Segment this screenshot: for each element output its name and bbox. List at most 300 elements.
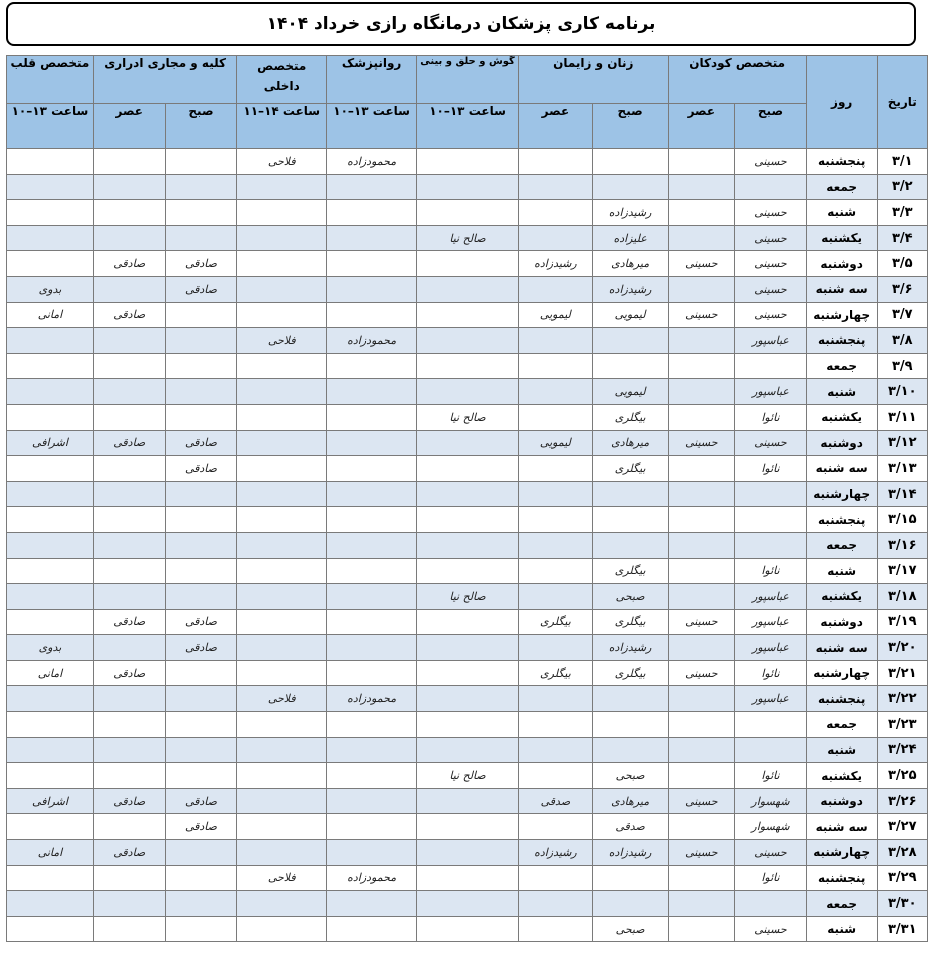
doctor-cell: صدقی bbox=[592, 814, 668, 840]
doctor-cell bbox=[327, 532, 417, 558]
doctor-cell bbox=[327, 200, 417, 226]
doctor-cell: حسینی bbox=[735, 430, 807, 456]
doctor-cell bbox=[7, 609, 94, 635]
doctor-cell: میرهادی bbox=[592, 788, 668, 814]
ent-header: گوش و حلق و بینی bbox=[417, 56, 519, 104]
doctor-cell: حسینی bbox=[735, 200, 807, 226]
doctor-cell: حسینی bbox=[668, 609, 735, 635]
ent-hours-header: ساعت ۱۳–۱۰ bbox=[417, 104, 519, 149]
day-cell: جمعه bbox=[806, 712, 877, 738]
doctor-cell bbox=[592, 507, 668, 533]
day-cell: پنجشنبه bbox=[806, 328, 877, 354]
doctor-cell bbox=[519, 763, 593, 789]
doctor-cell: صادقی bbox=[165, 251, 237, 277]
doctor-cell bbox=[327, 788, 417, 814]
day-cell: جمعه bbox=[806, 353, 877, 379]
doctor-cell bbox=[592, 481, 668, 507]
doctor-cell: عباسپور bbox=[735, 686, 807, 712]
date-cell: ۳/۲۲ bbox=[877, 686, 927, 712]
table-row bbox=[7, 430, 928, 456]
doctor-cell: رشیدزاده bbox=[592, 635, 668, 661]
doctor-cell bbox=[417, 174, 519, 200]
doctor-cell bbox=[93, 737, 165, 763]
doctor-cell bbox=[93, 558, 165, 584]
doctor-cell: حسینی bbox=[668, 302, 735, 328]
doctor-cell bbox=[519, 737, 593, 763]
doctor-cell bbox=[668, 225, 735, 251]
doctor-cell bbox=[7, 251, 94, 277]
doctor-cell bbox=[237, 788, 327, 814]
date-cell: ۳/۱۵ bbox=[877, 507, 927, 533]
day-cell: یکشنبه bbox=[806, 584, 877, 610]
doctor-cell bbox=[668, 635, 735, 661]
doctor-cell bbox=[93, 328, 165, 354]
doctor-cell bbox=[7, 507, 94, 533]
day-header: روز bbox=[806, 56, 877, 149]
doctor-cell bbox=[237, 481, 327, 507]
doctor-cell bbox=[93, 456, 165, 482]
doctor-cell: علیزاده bbox=[592, 225, 668, 251]
doctor-cell bbox=[165, 660, 237, 686]
doctor-cell: نائوا bbox=[735, 558, 807, 584]
doctor-cell bbox=[417, 149, 519, 175]
doctor-cell bbox=[327, 584, 417, 610]
table-row bbox=[7, 456, 928, 482]
doctor-cell bbox=[668, 737, 735, 763]
doctor-cell: فلاحی bbox=[237, 149, 327, 175]
table-row bbox=[7, 916, 928, 942]
date-cell: ۳/۲ bbox=[877, 174, 927, 200]
doctor-cell bbox=[93, 149, 165, 175]
doctor-cell: بیگلری bbox=[592, 558, 668, 584]
doctor-cell bbox=[7, 174, 94, 200]
doctor-cell bbox=[327, 712, 417, 738]
doctor-cell: اشرافی bbox=[7, 788, 94, 814]
doctor-cell bbox=[93, 225, 165, 251]
doctor-cell bbox=[237, 712, 327, 738]
doctor-cell: حسینی bbox=[668, 660, 735, 686]
table-row bbox=[7, 200, 928, 226]
doctor-cell: حسینی bbox=[668, 430, 735, 456]
doctor-cell bbox=[417, 814, 519, 840]
doctor-cell bbox=[237, 737, 327, 763]
doctor-cell bbox=[327, 251, 417, 277]
doctor-cell bbox=[417, 635, 519, 661]
doctor-cell bbox=[417, 456, 519, 482]
table-row bbox=[7, 737, 928, 763]
doctor-cell bbox=[7, 763, 94, 789]
date-cell: ۳/۲۰ bbox=[877, 635, 927, 661]
table-row bbox=[7, 609, 928, 635]
psych-header: روانپزشک bbox=[327, 56, 417, 104]
doctor-cell: حسینی bbox=[735, 149, 807, 175]
doctor-cell bbox=[237, 532, 327, 558]
date-cell: ۳/۲۷ bbox=[877, 814, 927, 840]
doctor-cell bbox=[592, 174, 668, 200]
doctor-cell bbox=[237, 404, 327, 430]
table-row bbox=[7, 251, 928, 277]
doctor-cell bbox=[519, 149, 593, 175]
doctor-cell bbox=[417, 532, 519, 558]
date-cell: ۳/۱۸ bbox=[877, 584, 927, 610]
doctor-cell: حسینی bbox=[668, 251, 735, 277]
date-cell: ۳/۱۳ bbox=[877, 456, 927, 482]
doctor-cell: نائوا bbox=[735, 404, 807, 430]
doctor-cell: بیگلری bbox=[592, 456, 668, 482]
doctor-cell bbox=[592, 686, 668, 712]
doctor-cell bbox=[93, 686, 165, 712]
table-row bbox=[7, 149, 928, 175]
day-cell: شنبه bbox=[806, 916, 877, 942]
doctor-cell bbox=[592, 737, 668, 763]
table-row bbox=[7, 635, 928, 661]
doctor-cell bbox=[519, 865, 593, 891]
doctor-cell bbox=[519, 456, 593, 482]
doctor-cell bbox=[7, 712, 94, 738]
day-cell: یکشنبه bbox=[806, 763, 877, 789]
doctor-cell bbox=[327, 891, 417, 917]
date-cell: ۳/۱۷ bbox=[877, 558, 927, 584]
doctor-cell: لیمویی bbox=[592, 379, 668, 405]
doctor-cell: حسینی bbox=[735, 225, 807, 251]
gyn-evening-header: عصر bbox=[519, 104, 593, 149]
doctor-cell: بدوی bbox=[7, 635, 94, 661]
doctor-cell bbox=[417, 840, 519, 866]
doctor-cell bbox=[668, 507, 735, 533]
doctor-cell bbox=[327, 430, 417, 456]
table-row bbox=[7, 174, 928, 200]
doctor-cell bbox=[668, 404, 735, 430]
doctor-cell bbox=[327, 404, 417, 430]
day-cell: جمعه bbox=[806, 174, 877, 200]
doctor-cell bbox=[327, 814, 417, 840]
doctor-cell: فلاحی bbox=[237, 686, 327, 712]
date-cell: ۳/۷ bbox=[877, 302, 927, 328]
doctor-cell: صادقی bbox=[93, 302, 165, 328]
doctor-cell: عباسپور bbox=[735, 379, 807, 405]
table-row bbox=[7, 558, 928, 584]
doctor-cell bbox=[165, 686, 237, 712]
date-cell: ۳/۱۱ bbox=[877, 404, 927, 430]
doctor-cell bbox=[668, 712, 735, 738]
doctor-cell bbox=[165, 379, 237, 405]
doctor-cell: میرهادی bbox=[592, 251, 668, 277]
doctor-cell bbox=[519, 635, 593, 661]
doctor-cell bbox=[165, 840, 237, 866]
doctor-cell: بیگلری bbox=[519, 660, 593, 686]
psych-hours-header: ساعت ۱۳–۱۰ bbox=[327, 104, 417, 149]
doctor-cell bbox=[417, 507, 519, 533]
doctor-cell bbox=[327, 302, 417, 328]
doctor-cell bbox=[519, 532, 593, 558]
doctor-cell: عباسپور bbox=[735, 609, 807, 635]
doctor-cell bbox=[93, 200, 165, 226]
doctor-cell: بیگلری bbox=[519, 609, 593, 635]
doctor-cell bbox=[519, 712, 593, 738]
date-cell: ۳/۴ bbox=[877, 225, 927, 251]
doctor-cell bbox=[519, 353, 593, 379]
doctor-cell bbox=[417, 328, 519, 354]
date-cell: ۳/۲۴ bbox=[877, 737, 927, 763]
internal-header: متخصص داخلی bbox=[237, 56, 327, 104]
doctor-cell: صادقی bbox=[93, 430, 165, 456]
doctor-cell bbox=[417, 558, 519, 584]
doctor-cell bbox=[668, 353, 735, 379]
doctor-cell bbox=[165, 584, 237, 610]
doctor-cell bbox=[417, 686, 519, 712]
pediatric-morning-header: صبح bbox=[735, 104, 807, 149]
doctor-cell bbox=[165, 916, 237, 942]
doctor-cell bbox=[237, 635, 327, 661]
date-cell: ۳/۲۶ bbox=[877, 788, 927, 814]
doctor-cell bbox=[7, 456, 94, 482]
day-cell: دوشنبه bbox=[806, 788, 877, 814]
date-cell: ۳/۱۶ bbox=[877, 532, 927, 558]
doctor-cell: صادقی bbox=[165, 788, 237, 814]
day-cell: پنجشنبه bbox=[806, 865, 877, 891]
day-cell: چهارشنبه bbox=[806, 302, 877, 328]
doctor-cell bbox=[93, 865, 165, 891]
day-cell: یکشنبه bbox=[806, 225, 877, 251]
doctor-cell bbox=[327, 916, 417, 942]
doctor-cell: صبحی bbox=[592, 584, 668, 610]
doctor-cell: محمودزاده bbox=[327, 149, 417, 175]
doctor-cell bbox=[237, 430, 327, 456]
doctor-cell bbox=[237, 251, 327, 277]
doctor-cell bbox=[417, 251, 519, 277]
doctor-cell bbox=[165, 712, 237, 738]
doctor-cell bbox=[668, 200, 735, 226]
doctor-cell bbox=[668, 481, 735, 507]
day-cell: شنبه bbox=[806, 200, 877, 226]
day-cell: دوشنبه bbox=[806, 430, 877, 456]
doctor-cell bbox=[417, 865, 519, 891]
day-cell: دوشنبه bbox=[806, 609, 877, 635]
doctor-cell: فلاحی bbox=[237, 865, 327, 891]
day-cell: شنبه bbox=[806, 558, 877, 584]
doctor-cell bbox=[93, 379, 165, 405]
doctor-cell: عباسپور bbox=[735, 328, 807, 354]
doctor-cell bbox=[237, 276, 327, 302]
date-cell: ۳/۳۰ bbox=[877, 891, 927, 917]
doctor-cell bbox=[7, 737, 94, 763]
pediatric-header: متخصص کودکان bbox=[668, 56, 806, 104]
doctor-cell bbox=[592, 712, 668, 738]
doctor-cell bbox=[668, 584, 735, 610]
doctor-cell bbox=[93, 404, 165, 430]
kidney-morning-header: صبح bbox=[165, 104, 237, 149]
doctor-cell bbox=[237, 660, 327, 686]
doctor-cell bbox=[237, 379, 327, 405]
doctor-cell bbox=[668, 686, 735, 712]
doctor-cell bbox=[93, 174, 165, 200]
doctor-cell: صبحی bbox=[592, 763, 668, 789]
table-row bbox=[7, 763, 928, 789]
doctor-cell bbox=[165, 763, 237, 789]
doctor-cell bbox=[165, 737, 237, 763]
doctor-cell bbox=[237, 507, 327, 533]
doctor-cell bbox=[735, 737, 807, 763]
doctor-cell bbox=[327, 507, 417, 533]
doctor-cell: صالح نیا bbox=[417, 584, 519, 610]
day-cell: پنجشنبه bbox=[806, 507, 877, 533]
doctor-cell bbox=[165, 481, 237, 507]
doctor-cell: صدقی bbox=[519, 788, 593, 814]
doctor-cell bbox=[417, 200, 519, 226]
doctor-cell: شهسوار bbox=[735, 814, 807, 840]
internal-hours-header: ساعت ۱۴–۱۱ bbox=[237, 104, 327, 149]
table-row bbox=[7, 507, 928, 533]
date-cell: ۳/۲۵ bbox=[877, 763, 927, 789]
table-row bbox=[7, 302, 928, 328]
doctor-cell bbox=[7, 558, 94, 584]
doctor-cell: صادقی bbox=[165, 430, 237, 456]
doctor-cell: لیمویی bbox=[592, 302, 668, 328]
doctor-cell: عباسپور bbox=[735, 584, 807, 610]
doctor-cell bbox=[668, 379, 735, 405]
doctor-cell bbox=[165, 225, 237, 251]
doctor-cell bbox=[592, 353, 668, 379]
doctor-cell bbox=[417, 609, 519, 635]
doctor-cell bbox=[93, 814, 165, 840]
table-row bbox=[7, 328, 928, 354]
doctor-cell bbox=[7, 891, 94, 917]
doctor-cell bbox=[237, 609, 327, 635]
date-cell: ۳/۳ bbox=[877, 200, 927, 226]
kidney-header: کلیه و مجاری ادراری bbox=[93, 56, 236, 104]
doctor-cell: نائوا bbox=[735, 660, 807, 686]
day-cell: دوشنبه bbox=[806, 251, 877, 277]
day-cell: سه شنبه bbox=[806, 635, 877, 661]
table-row bbox=[7, 788, 928, 814]
doctor-cell bbox=[519, 276, 593, 302]
doctor-cell bbox=[519, 174, 593, 200]
doctor-cell bbox=[237, 225, 327, 251]
doctor-cell bbox=[417, 737, 519, 763]
day-cell: چهارشنبه bbox=[806, 481, 877, 507]
day-cell: سه شنبه bbox=[806, 456, 877, 482]
doctor-cell: نائوا bbox=[735, 456, 807, 482]
doctor-cell bbox=[327, 276, 417, 302]
date-cell: ۳/۶ bbox=[877, 276, 927, 302]
table-row bbox=[7, 840, 928, 866]
doctor-cell bbox=[417, 891, 519, 917]
doctor-cell bbox=[165, 532, 237, 558]
date-cell: ۳/۲۳ bbox=[877, 712, 927, 738]
doctor-cell bbox=[237, 174, 327, 200]
doctor-cell bbox=[165, 200, 237, 226]
doctor-cell bbox=[165, 302, 237, 328]
doctor-cell: حسینی bbox=[735, 251, 807, 277]
kidney-evening-header: عصر bbox=[93, 104, 165, 149]
doctor-cell bbox=[237, 840, 327, 866]
doctor-cell bbox=[519, 558, 593, 584]
table-row bbox=[7, 712, 928, 738]
doctor-cell bbox=[7, 225, 94, 251]
doctor-cell bbox=[7, 353, 94, 379]
doctor-cell bbox=[668, 814, 735, 840]
table-row bbox=[7, 865, 928, 891]
doctor-cell bbox=[668, 328, 735, 354]
gyn-header: زنان و زایمان bbox=[519, 56, 668, 104]
doctor-cell: فلاحی bbox=[237, 328, 327, 354]
doctor-cell: امانی bbox=[7, 302, 94, 328]
table-row bbox=[7, 660, 928, 686]
doctor-cell bbox=[519, 584, 593, 610]
doctor-cell bbox=[7, 584, 94, 610]
doctor-cell bbox=[165, 865, 237, 891]
table-row bbox=[7, 353, 928, 379]
doctor-cell bbox=[519, 225, 593, 251]
date-cell: ۳/۹ bbox=[877, 353, 927, 379]
doctor-cell bbox=[417, 276, 519, 302]
date-cell: ۳/۵ bbox=[877, 251, 927, 277]
doctor-cell bbox=[7, 328, 94, 354]
doctor-cell bbox=[93, 276, 165, 302]
doctor-cell: صادقی bbox=[93, 660, 165, 686]
date-cell: ۳/۱۲ bbox=[877, 430, 927, 456]
doctor-cell: عباسپور bbox=[735, 635, 807, 661]
doctor-cell bbox=[93, 916, 165, 942]
doctor-cell bbox=[417, 430, 519, 456]
doctor-cell: امانی bbox=[7, 840, 94, 866]
doctor-cell bbox=[519, 507, 593, 533]
doctor-cell bbox=[237, 916, 327, 942]
table-row bbox=[7, 814, 928, 840]
table-row bbox=[7, 379, 928, 405]
doctor-cell bbox=[7, 814, 94, 840]
doctor-cell: رشیدزاده bbox=[519, 840, 593, 866]
doctor-cell bbox=[237, 558, 327, 584]
doctor-cell bbox=[327, 609, 417, 635]
date-cell: ۳/۲۹ bbox=[877, 865, 927, 891]
doctor-cell bbox=[735, 891, 807, 917]
doctor-cell: نائوا bbox=[735, 865, 807, 891]
doctor-cell bbox=[327, 763, 417, 789]
doctor-cell bbox=[237, 200, 327, 226]
doctor-cell: حسینی bbox=[668, 788, 735, 814]
doctor-cell bbox=[417, 788, 519, 814]
doctor-cell bbox=[417, 481, 519, 507]
doctor-cell: صادقی bbox=[165, 635, 237, 661]
doctor-cell bbox=[519, 686, 593, 712]
doctor-cell bbox=[93, 481, 165, 507]
doctor-cell bbox=[165, 353, 237, 379]
doctor-cell: صادقی bbox=[165, 276, 237, 302]
doctor-cell bbox=[592, 532, 668, 558]
doctor-cell bbox=[237, 891, 327, 917]
doctor-cell bbox=[327, 481, 417, 507]
doctor-cell bbox=[735, 712, 807, 738]
table-row bbox=[7, 584, 928, 610]
doctor-cell: صادقی bbox=[165, 814, 237, 840]
doctor-cell bbox=[327, 225, 417, 251]
doctor-cell bbox=[417, 660, 519, 686]
doctor-cell bbox=[668, 865, 735, 891]
doctor-cell bbox=[93, 891, 165, 917]
table-row bbox=[7, 225, 928, 251]
doctor-cell: صادقی bbox=[93, 840, 165, 866]
date-cell: ۳/۳۱ bbox=[877, 916, 927, 942]
doctor-cell bbox=[417, 712, 519, 738]
date-cell: ۳/۱۴ bbox=[877, 481, 927, 507]
doctor-cell: صادقی bbox=[93, 788, 165, 814]
doctor-cell bbox=[735, 174, 807, 200]
doctor-cell bbox=[237, 353, 327, 379]
doctor-cell: محمودزاده bbox=[327, 328, 417, 354]
doctor-cell: صادقی bbox=[93, 251, 165, 277]
doctor-cell: رشیدزاده bbox=[592, 200, 668, 226]
